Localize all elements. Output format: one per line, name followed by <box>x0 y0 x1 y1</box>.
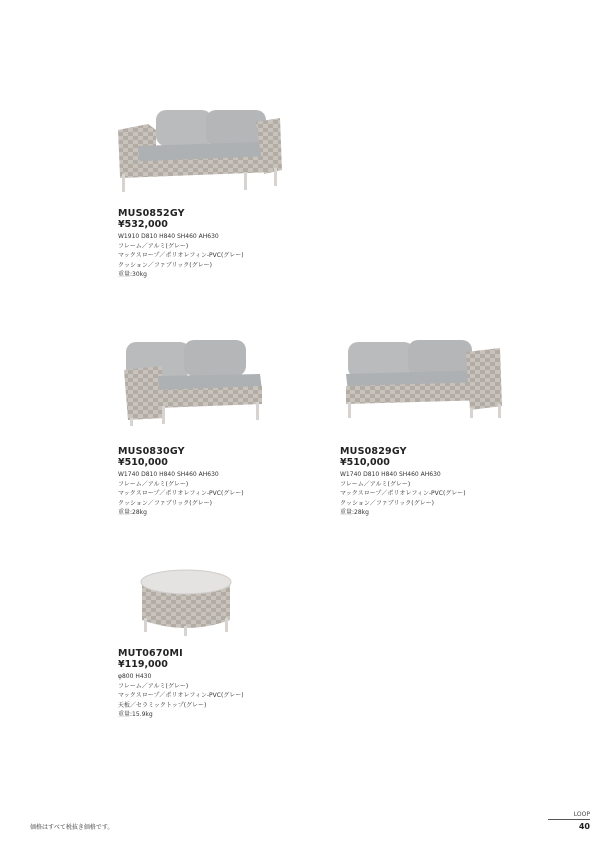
spec-line: W1740 D810 H840 SH460 AH630 <box>118 471 219 478</box>
spec-line: W1740 D810 H840 SH460 AH630 <box>340 471 441 478</box>
spec-line: 重量:15.9kg <box>118 711 153 718</box>
spec-line: マックスロープ／ポリオレフィン-PVC(グレー) <box>340 490 466 497</box>
product-info <box>118 446 244 518</box>
product-price: ¥119,000 <box>118 659 168 670</box>
sofa-2seat-icon <box>108 100 288 210</box>
spec-line: 重量:30kg <box>118 271 147 278</box>
product-code: MUS0830GY <box>118 446 185 457</box>
spec-line: フレーム／アルミ(グレー) <box>340 480 411 488</box>
product-code: MUS0829GY <box>340 446 407 457</box>
spec-line: クッション／ファブリック(グレー) <box>340 499 434 507</box>
page-number: 40 <box>578 822 590 831</box>
sofa-right-arm-icon <box>340 330 510 430</box>
spec-line: フレーム／アルミ(グレー) <box>118 480 189 488</box>
spec-line: マックスロープ／ポリオレフィン-PVC(グレー) <box>118 490 244 497</box>
spec-line: フレーム／アルミ(グレー) <box>118 682 189 690</box>
round-table-icon <box>136 564 236 640</box>
product-info <box>118 648 244 720</box>
spec-line: 重量:28kg <box>118 509 147 516</box>
sofa-left-arm-icon <box>118 330 268 430</box>
spec-line: クッション／ファブリック(グレー) <box>118 499 212 507</box>
product-price: ¥510,000 <box>118 457 168 468</box>
price-footnote: 価格はすべて税抜き価格です。 <box>30 824 114 831</box>
spec-line: クッション／ファブリック(グレー) <box>118 261 212 269</box>
product-info <box>118 208 244 280</box>
product-price: ¥510,000 <box>340 457 390 468</box>
product-code: MUT0670MI <box>118 648 183 659</box>
spec-line: 重量:28kg <box>340 509 369 516</box>
spec-line: マックスロープ／ポリオレフィン-PVC(グレー) <box>118 692 244 699</box>
spec-line: φ800 H430 <box>118 673 152 680</box>
product-price: ¥532,000 <box>118 219 168 230</box>
product-info <box>340 446 466 518</box>
series-name: LOOP <box>548 811 590 820</box>
spec-line: 天板／セラミックトップ(グレー) <box>118 701 207 709</box>
spec-line: W1910 D810 H840 SH460 AH630 <box>118 233 219 240</box>
spec-line: フレーム／アルミ(グレー) <box>118 242 189 250</box>
product-code: MUS0852GY <box>118 208 185 219</box>
spec-line: マックスロープ／ポリオレフィン-PVC(グレー) <box>118 252 244 259</box>
